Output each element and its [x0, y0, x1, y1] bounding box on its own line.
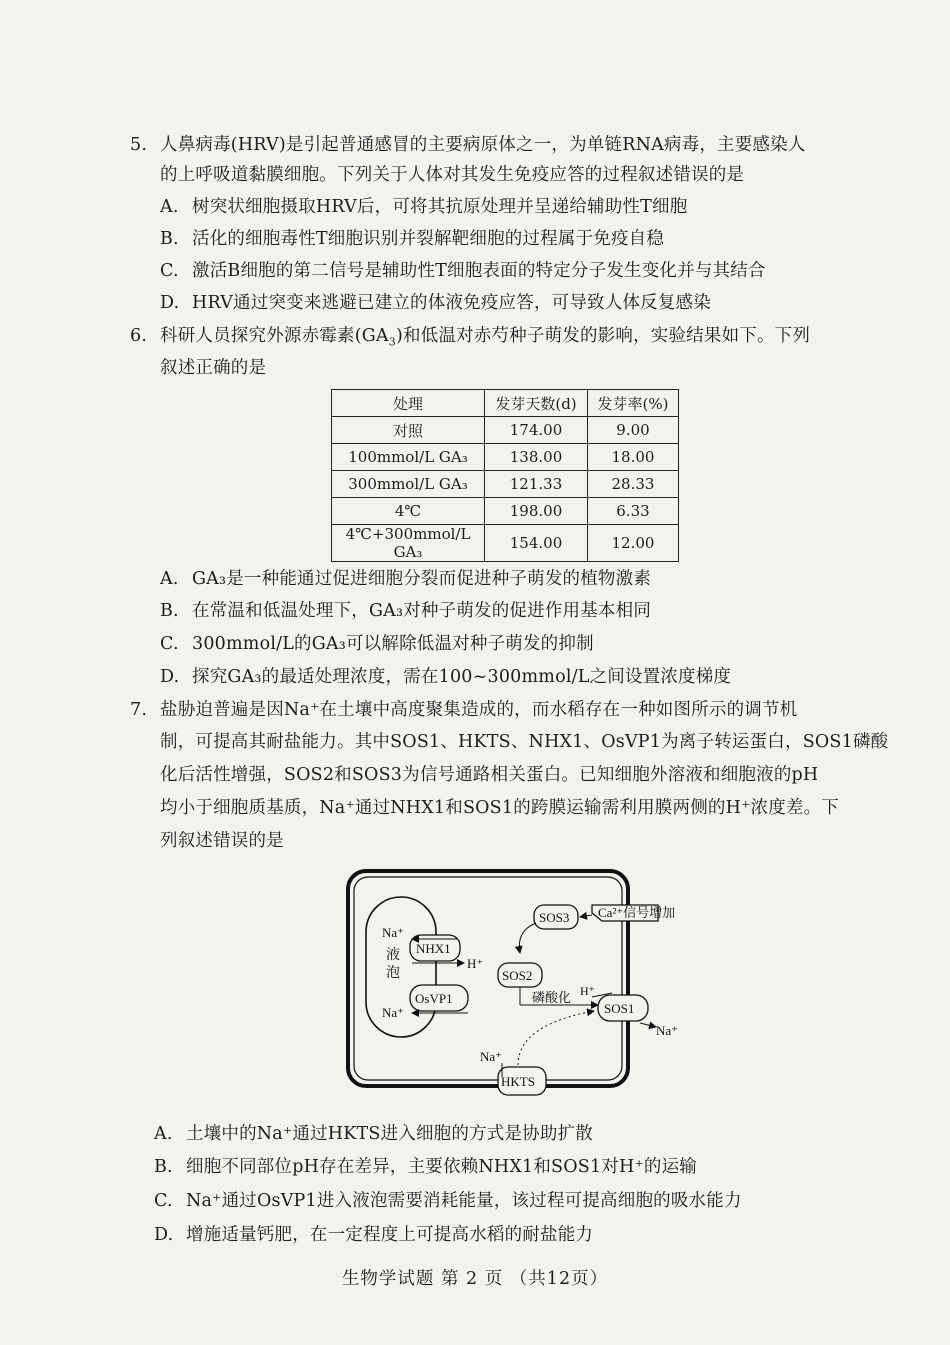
q5-option-c: C. 激活B细胞的第二信号是辅助性T细胞表面的特定分子发生变化并与其结合: [160, 261, 766, 281]
table-cell: 174.00: [485, 417, 588, 444]
table-cell: 4℃: [332, 498, 485, 525]
q7-cell-diagram: [340, 865, 690, 1100]
table-cell: 6.33: [588, 498, 679, 525]
table-cell: 121.33: [485, 471, 588, 498]
q5-stem-line1: 5. 人鼻病毒(HRV)是引起普通感冒的主要病原体之一，为单链RNA病毒，主要感染人: [130, 135, 806, 155]
table-cell: 154.00: [485, 525, 588, 562]
table-cell: 28.33: [588, 471, 679, 498]
nhx1-label: NHX1: [416, 941, 451, 956]
vacuole-label-2: 泡: [386, 966, 400, 981]
table-cell: 12.00: [588, 525, 679, 562]
table-cell: 18.00: [588, 444, 679, 471]
q6-option-b: B. 在常温和低温处理下，GA₃对种子萌发的促进作用基本相同: [160, 601, 652, 621]
q7-option-b: B. 细胞不同部位pH存在差异，主要依赖NHX1和SOS1对H⁺的运输: [154, 1157, 697, 1177]
table-cell: 198.00: [485, 498, 588, 525]
sos1-na-label: Na⁺: [656, 1023, 679, 1038]
phos-label: 磷酸化: [532, 990, 572, 1005]
table-cell: 9.00: [588, 417, 679, 444]
na-bottom-label: Na⁺: [382, 1005, 405, 1020]
q7-stem-line1: 7. 盐胁迫普遍是因Na⁺在土壤中高度聚集造成的，而水稻存在一种如图所示的调节机: [130, 700, 798, 720]
page-footer: 生物学试题 第 2 页 （共12页）: [341, 1269, 609, 1289]
q7-option-d: D. 增施适量钙肥，在一定程度上可提高水稻的耐盐能力: [154, 1225, 594, 1245]
vacuole-label-1: 液: [386, 948, 400, 963]
arrow-ca-sos3: [580, 915, 592, 917]
table-row: [332, 525, 679, 562]
table-header: 发芽天数(d): [485, 390, 588, 417]
table-header: 发芽率(%): [588, 390, 679, 417]
table-row: [332, 498, 679, 525]
q5-option-b: B. 活化的细胞毒性T细胞识别并裂解靶细胞的过程属于免疫自稳: [160, 229, 665, 249]
q7-option-a: A. 土壤中的Na⁺通过HKTS进入细胞的方式是协助扩散: [154, 1124, 593, 1144]
table-cell: 300mmol/L GA₃: [332, 471, 485, 498]
table-cell: 4℃+300mmol/L GA₃: [332, 525, 485, 562]
q6-number: 6.: [130, 326, 148, 346]
table-cell: 138.00: [485, 444, 588, 471]
table-header: 处理: [332, 390, 485, 417]
table-row: [332, 417, 679, 444]
q7-stem-line4: 均小于细胞质基质，Na⁺通过NHX1和SOS1的跨膜运输需利用膜两侧的H⁺浓度差。下: [160, 798, 840, 818]
table-header-row: [332, 390, 679, 417]
q7-number: 7.: [130, 700, 148, 720]
sos2-label: SOS2: [502, 968, 533, 983]
q7-stem-line3: 化后活性增强，SOS2和SOS3为信号通路相关蛋白。已知细胞外溶液和细胞液的pH: [160, 765, 819, 785]
q7-stem-line5: 列叙述错误的是: [160, 831, 284, 851]
q6-data-table: [331, 389, 679, 562]
table-cell: 对照: [332, 417, 485, 444]
q5-option-a: A. 树突状细胞摄取HRV后，可将其抗原处理并呈递给辅助性T细胞: [160, 197, 688, 217]
q5-option-d: D. HRV通过突变来逃避已建立的体液免疫应答，可导致人体反复感染: [160, 293, 711, 313]
nhx1-h-label: H⁺: [467, 956, 484, 971]
na-top-label: Na⁺: [382, 925, 405, 940]
hkts-label: HKTS: [501, 1074, 535, 1089]
dotted-arrow-hkts-sos1: [518, 1011, 594, 1065]
q6-stem-line1: 6. 科研人员探究外源赤霉素$(GA_3)$和低温对赤芍种子萌发的影响，实验结果如下。下列: [130, 326, 811, 349]
table-row: [332, 444, 679, 471]
ca-signal-label: Ca²⁺信号增加: [598, 905, 676, 920]
sos1-h-label: H⁺: [580, 984, 595, 998]
osvp1-label: OsVP1: [415, 991, 453, 1006]
q6-option-a: A. GA₃是一种能通过促进细胞分裂而促进种子萌发的植物激素: [160, 569, 652, 589]
arrow-sos1-out: [640, 1023, 656, 1027]
arrow-sos3-sos2: [519, 923, 536, 953]
sos3-label: SOS3: [539, 910, 570, 925]
q5-number: 5.: [130, 135, 148, 155]
hkts-na-label: Na⁺: [480, 1049, 503, 1064]
q6-stem-line2: 叙述正确的是: [160, 358, 267, 378]
sos1-label: SOS1: [604, 1001, 635, 1016]
table-row: [332, 471, 679, 498]
table-cell: 100mmol/L GA₃: [332, 444, 485, 471]
q7-option-c: C. Na⁺通过OsVP1进入液泡需要消耗能量，该过程可提高细胞的吸水能力: [154, 1191, 742, 1211]
q6-option-d: D. 探究GA₃的最适处理浓度，需在100~300mmol/L之间设置浓度梯度: [160, 667, 732, 687]
q5-stem-line2: 的上呼吸道黏膜细胞。下列关于人体对其发生免疫应答的过程叙述错误的是: [160, 165, 745, 185]
q6-option-c: C. 300mmol/L的GA₃可以解除低温对种子萌发的抑制: [160, 634, 594, 654]
q7-stem-line2: 制，可提高其耐盐能力。其中SOS1、HKTS、NHX1、OsVP1为离子转运蛋白，SOS1磷酸: [160, 732, 889, 752]
